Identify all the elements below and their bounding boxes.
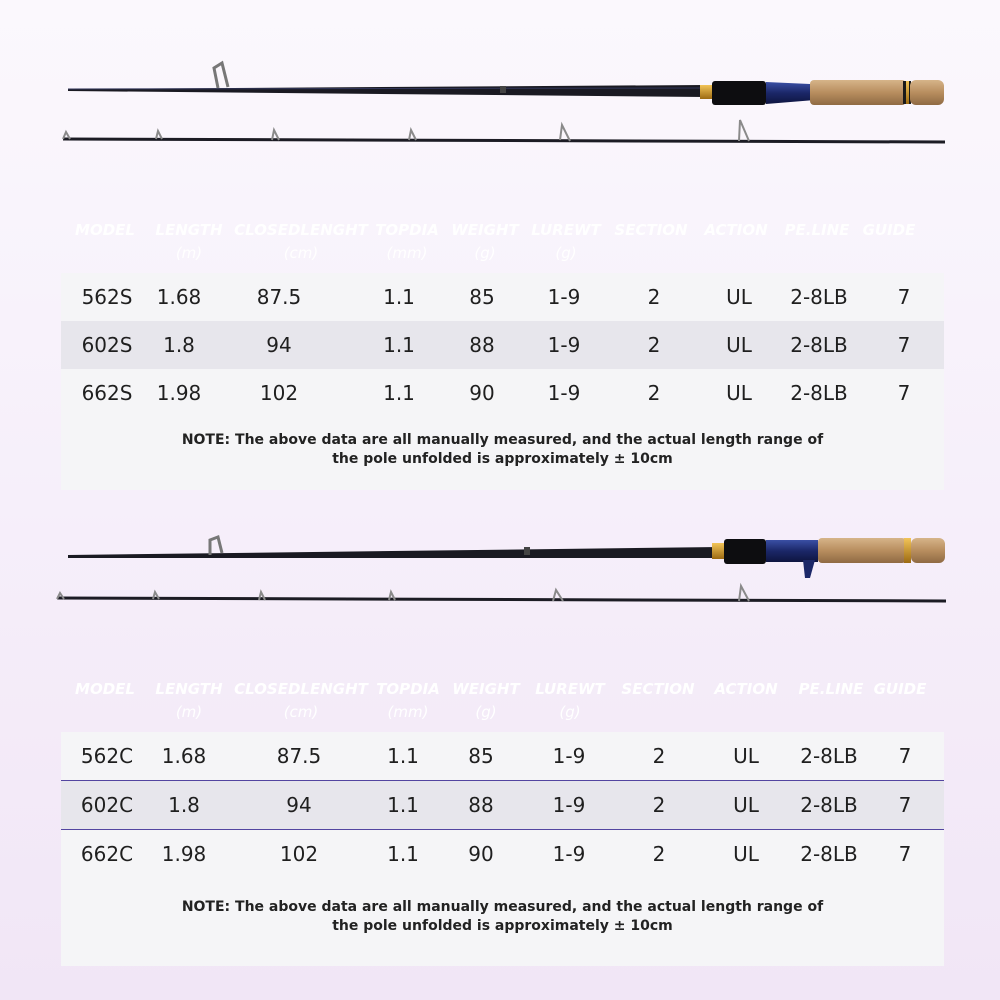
cell-model: 562S (81, 285, 133, 309)
header-unit: (cm) (283, 244, 319, 262)
cell-section: 2 (647, 381, 661, 405)
cell-lurewt: 1-9 (547, 333, 581, 357)
cell-lurewt: 1-9 (552, 842, 586, 866)
table-header-row (61, 636, 944, 732)
header-label: ACTION (704, 221, 768, 239)
header-unit: (g) (474, 244, 496, 262)
header-label: TOPDIA (375, 221, 439, 239)
cell-section: 2 (652, 744, 666, 768)
header-unit: (g) (475, 703, 497, 721)
cell-closed-length: 102 (279, 842, 319, 866)
cell-length: 1.98 (161, 842, 207, 866)
cell-action: UL (726, 333, 752, 357)
cell-section: 2 (647, 285, 661, 309)
cell-section: 2 (647, 333, 661, 357)
cell-weight: 88 (468, 793, 494, 817)
spec-table-spinning (61, 177, 944, 490)
cell-action: UL (733, 793, 759, 817)
note-line-1: NOTE: The above data are all manually measured, and the actual length range of (181, 432, 824, 448)
header-label: PE.LINE (784, 221, 850, 239)
table-row (61, 781, 944, 829)
spinning-rod-image (0, 0, 1000, 170)
header-unit: (m) (175, 244, 203, 262)
cell-pe-line: 2-8LB (790, 285, 848, 309)
note-area (61, 417, 944, 490)
cell-guide: 7 (898, 793, 912, 817)
note-line-1: NOTE: The above data are all manually measured, and the actual length range of (181, 899, 824, 915)
table-row (61, 732, 944, 780)
cell-topdia: 1.1 (383, 381, 415, 405)
cell-length: 1.68 (156, 285, 202, 309)
cell-closed-length: 87.5 (276, 744, 322, 768)
cell-section: 2 (652, 842, 666, 866)
note-area (61, 878, 944, 966)
cell-topdia: 1.1 (383, 285, 415, 309)
table-header-row (61, 177, 944, 273)
cell-guide: 7 (898, 842, 912, 866)
cell-lurewt: 1-9 (552, 744, 586, 768)
note-line-2: the pole unfolded is approximately ± 10cm (332, 451, 673, 467)
cell-pe-line: 2-8LB (790, 333, 848, 357)
cell-lurewt: 1-9 (547, 381, 581, 405)
header-label: PE.LINE (798, 680, 864, 698)
cell-lurewt: 1-9 (547, 285, 581, 309)
header-unit: (mm) (386, 244, 428, 262)
table-row (61, 830, 944, 878)
header-label: WEIGHT (451, 221, 519, 239)
cell-guide: 7 (897, 333, 911, 357)
cell-lurewt: 1-9 (552, 793, 586, 817)
header-label: WEIGHT (452, 680, 520, 698)
cell-topdia: 1.1 (383, 333, 415, 357)
cell-topdia: 1.1 (387, 744, 419, 768)
cell-topdia: 1.1 (387, 793, 419, 817)
cell-guide: 7 (898, 744, 912, 768)
header-label: LUREWT (531, 221, 601, 239)
cell-weight: 90 (469, 381, 495, 405)
cell-length: 1.68 (161, 744, 207, 768)
header-unit: (cm) (283, 703, 319, 721)
table-row (61, 369, 944, 417)
header-label: MODEL (75, 221, 135, 239)
cell-action: UL (733, 842, 759, 866)
cell-section: 2 (652, 793, 666, 817)
header-guide (819, 219, 959, 242)
header-label: LUREWT (535, 680, 605, 698)
note-line-2: the pole unfolded is approximately ± 10cm (332, 918, 673, 934)
cell-model: 662C (80, 842, 134, 866)
header-label: GUIDE (873, 680, 927, 698)
header-label: GUIDE (862, 221, 916, 239)
spec-table-casting (61, 636, 944, 966)
cell-model: 602S (81, 333, 133, 357)
cell-closed-length: 94 (266, 333, 292, 357)
cell-closed-length: 102 (259, 381, 299, 405)
header-label: TOPDIA (376, 680, 440, 698)
cell-pe-line: 2-8LB (800, 842, 858, 866)
cell-pe-line: 2-8LB (800, 744, 858, 768)
cell-length: 1.8 (168, 793, 200, 817)
cell-model: 602C (80, 793, 134, 817)
cell-length: 1.8 (163, 333, 195, 357)
cell-model: 562C (80, 744, 134, 768)
header-label: CLOSEDLENGHT (234, 680, 368, 698)
cell-weight: 90 (468, 842, 494, 866)
header-label: LENGTH (155, 680, 223, 698)
header-label: SECTION (614, 221, 688, 239)
cell-weight: 85 (468, 744, 494, 768)
header-label: SECTION (621, 680, 695, 698)
table-row (61, 321, 944, 369)
table-row (61, 273, 944, 321)
header-label: CLOSEDLENGHT (234, 221, 368, 239)
cell-action: UL (726, 285, 752, 309)
cell-weight: 85 (469, 285, 495, 309)
cell-action: UL (733, 744, 759, 768)
cell-pe-line: 2-8LB (800, 793, 858, 817)
header-label: MODEL (75, 680, 135, 698)
cell-weight: 88 (469, 333, 495, 357)
cell-action: UL (726, 381, 752, 405)
header-label: LENGTH (155, 221, 223, 239)
header-unit: (g) (555, 244, 577, 262)
cell-guide: 7 (897, 285, 911, 309)
casting-rod-image (0, 520, 1000, 620)
cell-topdia: 1.1 (387, 842, 419, 866)
header-unit: (m) (175, 703, 203, 721)
header-label: ACTION (714, 680, 778, 698)
cell-length: 1.98 (156, 381, 202, 405)
header-unit: (mm) (387, 703, 429, 721)
cell-closed-length: 94 (286, 793, 312, 817)
cell-closed-length: 87.5 (256, 285, 302, 309)
header-unit: (g) (559, 703, 581, 721)
cell-model: 662S (81, 381, 133, 405)
header-guide (830, 678, 970, 701)
cell-guide: 7 (897, 381, 911, 405)
cell-pe-line: 2-8LB (790, 381, 848, 405)
